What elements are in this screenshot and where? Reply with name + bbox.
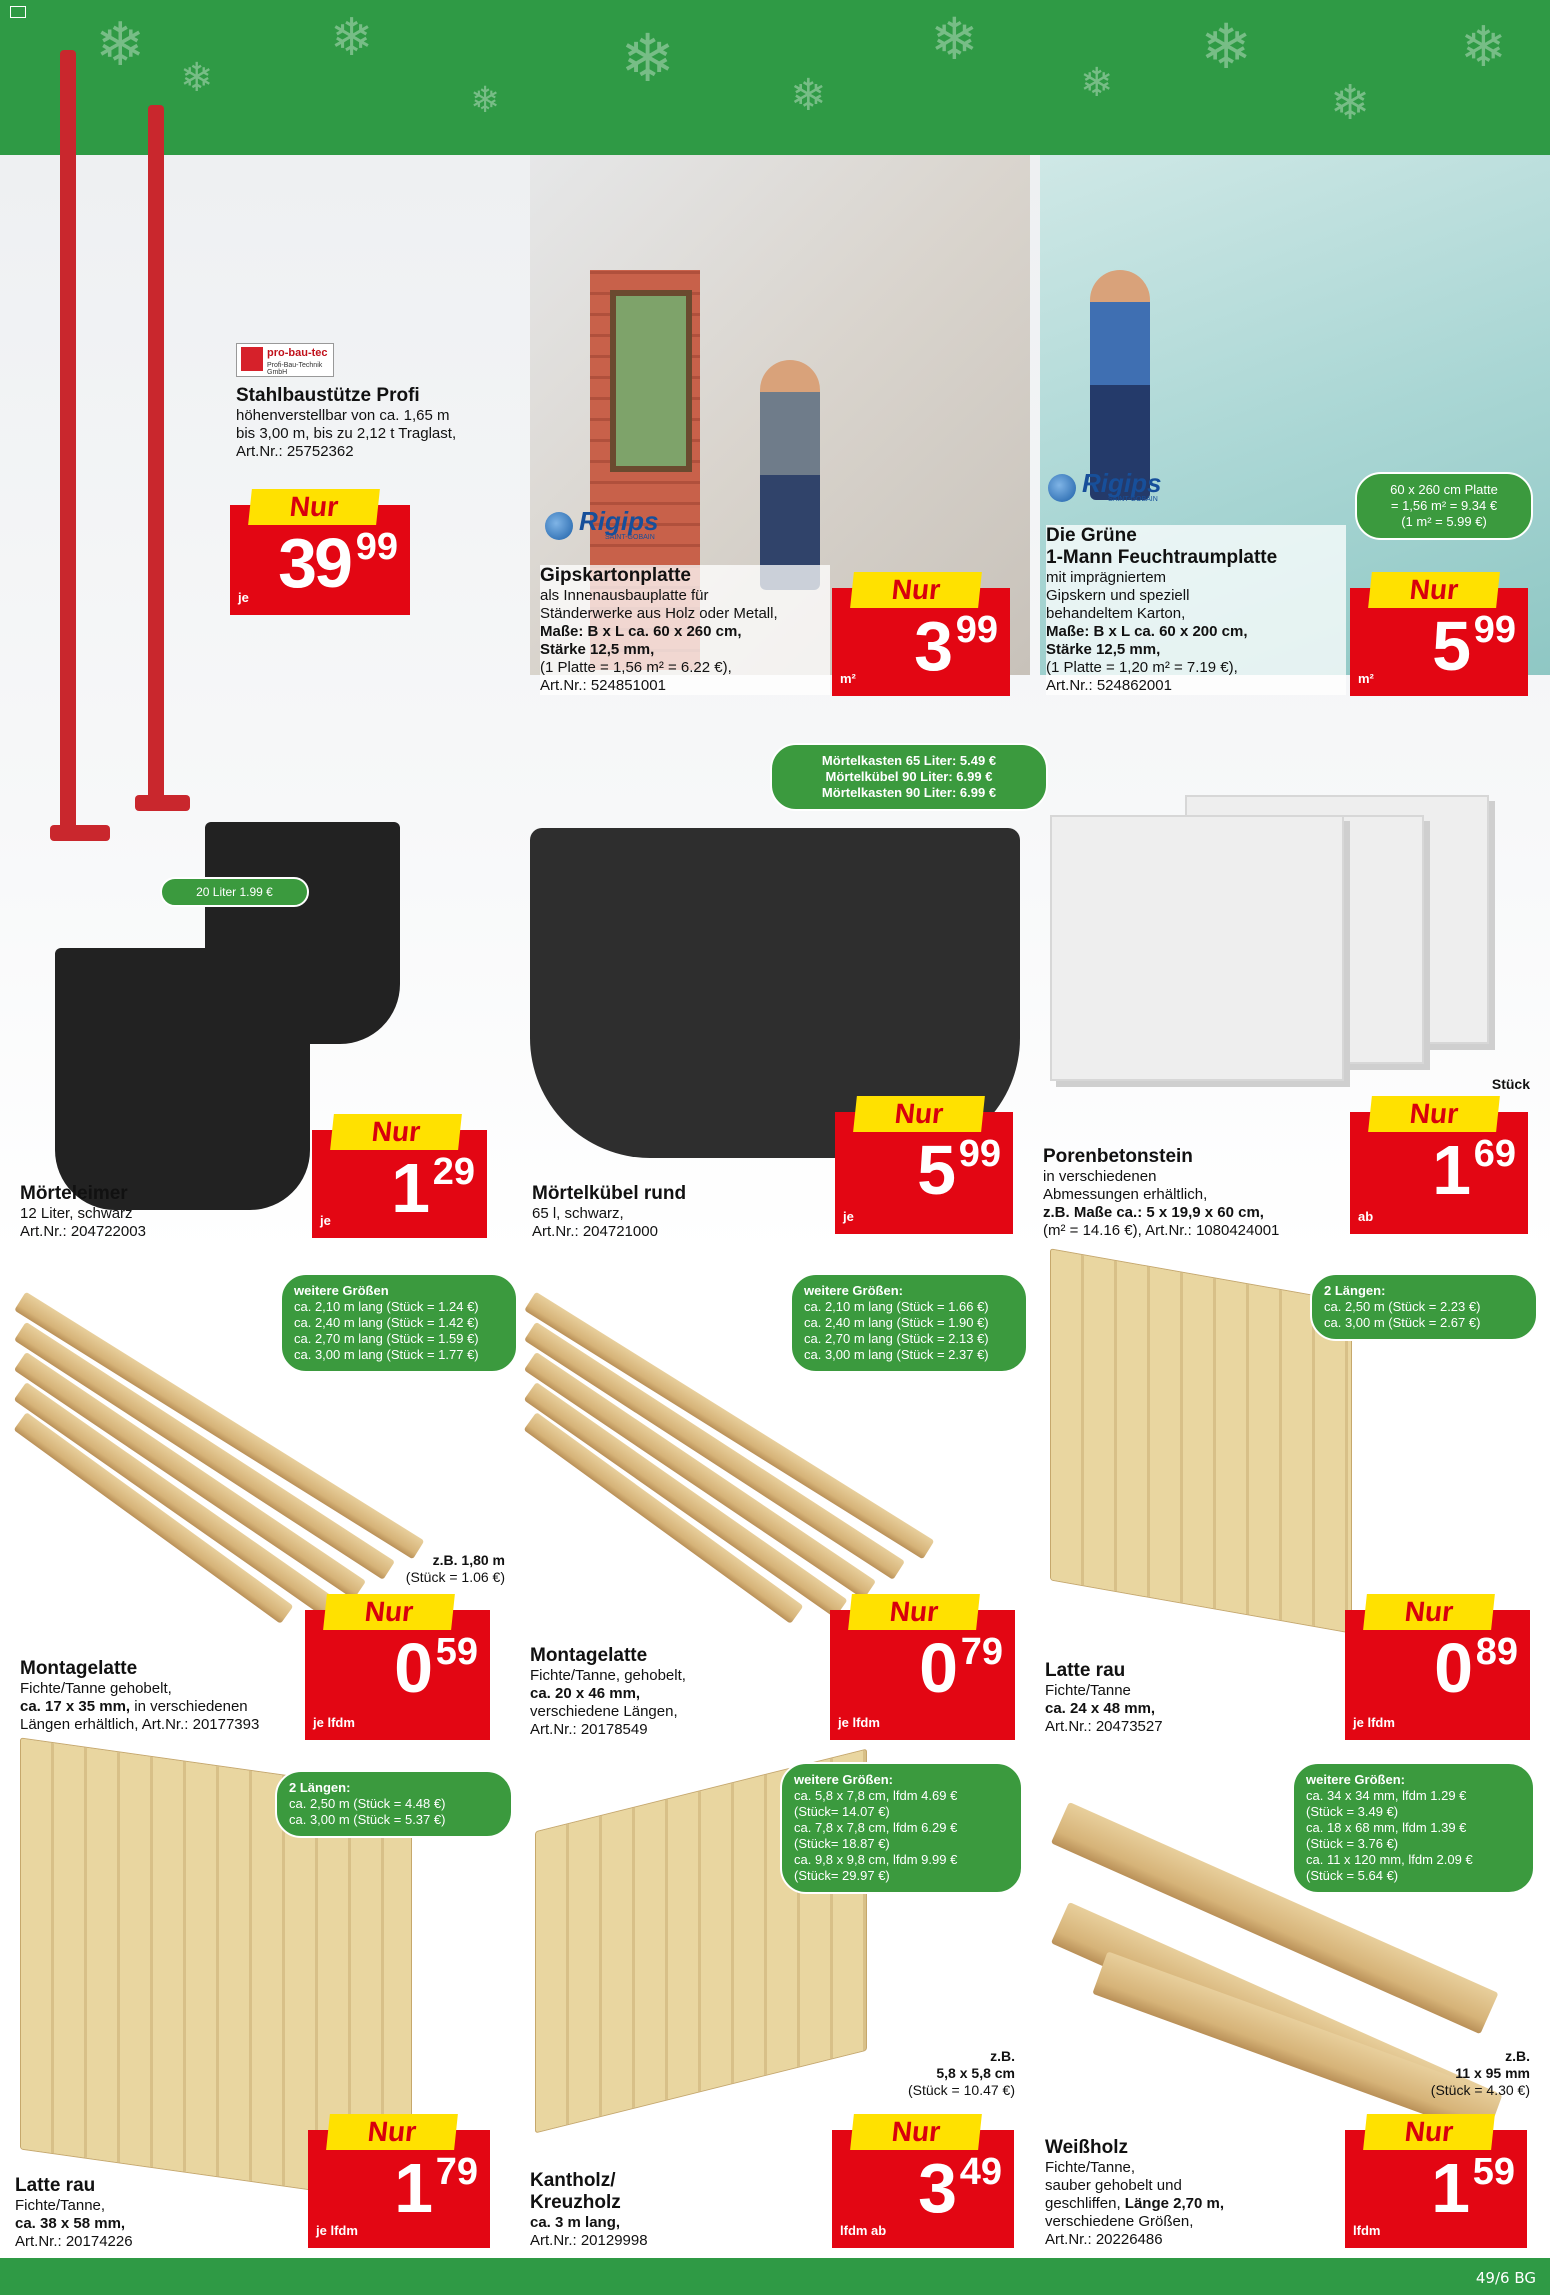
price-tag (835, 1098, 1013, 1234)
moertelkuebel-text (532, 1183, 812, 1241)
bubble-head: weitere Größen: (804, 1283, 903, 1298)
latterau2-text (15, 2175, 295, 2251)
product-line: in verschiedenen (130, 1698, 248, 1715)
nur-label: Nur (1368, 572, 1500, 608)
product-line: Fichte/Tanne, (1045, 2159, 1136, 2176)
footer-bar (0, 2258, 1550, 2295)
brand-sub: Profi-Bau-Technik GmbH (267, 362, 323, 376)
product-line: Art.Nr.: 204721000 (532, 1223, 658, 1240)
sizes-bubble (275, 1770, 513, 1838)
product-line: ca. 3 m lang, (530, 2214, 621, 2231)
bubble-line: (Stück = 3.76 €) (1306, 1836, 1399, 1851)
sizes-bubble (780, 1762, 1023, 1894)
product-title: 1-Mann Feuchtraumplatte (1046, 547, 1278, 568)
brand-sub: SAINT-GOBAIN (1108, 496, 1158, 503)
nur-label: Nur (248, 489, 380, 525)
worker-figure (1090, 270, 1150, 500)
product-line: Abmessungen erhältlich, (1043, 1186, 1208, 1203)
nur-label: Nur (1363, 2114, 1495, 2150)
product-line: Art.Nr.: 524851001 (540, 677, 666, 694)
price-euros: 1 (394, 2149, 430, 2227)
stahlbaustuetze-text (236, 385, 536, 461)
brand-sub: SAINT-GOBAIN (605, 534, 655, 541)
price-unit: ab (1358, 1209, 1374, 1224)
product-title: Porenbetonstein (1043, 1146, 1193, 1167)
bucket-image (55, 948, 310, 1210)
rough-lath-stack (1050, 1248, 1352, 1633)
product-line: Fichte/Tanne, gehobelt, (530, 1667, 686, 1684)
bubble-line: (1 m² = 5.99 €) (1401, 514, 1487, 529)
price-bubble (1355, 472, 1533, 540)
product-line: z.B. Maße ca.: 5 x 19,9 x 60 cm, (1043, 1204, 1264, 1221)
product-line: ca. 38 x 58 mm, (15, 2215, 126, 2232)
steel-prop (148, 105, 164, 805)
price-euros: 3 (914, 607, 950, 685)
snowflake-icon: ❄ (95, 10, 146, 80)
product-title: Kantholz/ (530, 2170, 616, 2191)
price-tag (1345, 1596, 1530, 1740)
product-line: behandeltem Karton, (1046, 605, 1186, 622)
bubble-line: Mörtelkasten 90 Liter: 6.99 € (821, 785, 997, 800)
worker-figure (760, 360, 820, 590)
price-unit: je (238, 590, 249, 605)
price-bubble (770, 743, 1048, 811)
product-title: Die Grüne (1046, 525, 1137, 546)
product-line: verschiedene Größen, (1045, 2213, 1194, 2230)
bubble-line: ca. 11 x 120 mm, lfdm 2.09 € (1306, 1852, 1473, 1867)
steel-prop (60, 50, 76, 840)
bubble-line: ca. 2,70 m lang (Stück = 1.59 €) (294, 1331, 479, 1346)
flag-icon (10, 6, 26, 18)
price-cents: 79 (960, 1631, 1003, 1673)
brand-name: pro-bau-tec (267, 347, 328, 359)
product-line: in verschiedenen (1043, 1168, 1157, 1185)
price-bubble (160, 877, 309, 907)
bubble-line: ca. 2,40 m lang (Stück = 1.90 €) (804, 1315, 989, 1330)
price-cents: 99 (355, 526, 398, 568)
bubble-line: ca. 34 x 34 mm, lfdm 1.29 € (1306, 1788, 1467, 1803)
rigips-logo (1048, 470, 1176, 506)
note-line: 5,8 x 5,8 cm (936, 2065, 1015, 2081)
product-line: Art.Nr.: 20473527 (1045, 1718, 1163, 1735)
product-title: Mörteleimer (20, 1183, 128, 1204)
sizes-bubble (1292, 1762, 1535, 1894)
product-line: Fichte/Tanne gehobelt, (20, 1680, 172, 1697)
product-line: als Innenausbauplatte für (540, 587, 709, 604)
product-line: (1 Platte = 1,20 m² = 7.19 €), (1046, 659, 1238, 676)
bubble-head: 2 Längen: (289, 1780, 351, 1795)
kantholz-text (530, 2170, 810, 2250)
price-euros: 0 (919, 1629, 955, 1707)
bubble-line: ca. 2,40 m lang (Stück = 1.42 €) (294, 1315, 479, 1330)
note-line: 11 x 95 mm (1455, 2065, 1530, 2081)
price-tag (312, 1116, 487, 1238)
bubble-line: ca. 18 x 68 mm, lfdm 1.39 € (1306, 1820, 1467, 1835)
snowflake-icon: ❄ (1460, 15, 1507, 80)
bubble-head: weitere Größen: (1306, 1772, 1405, 1787)
sizes-bubble (280, 1273, 518, 1373)
snowflake-icon: ❄ (1330, 75, 1371, 131)
product-line: höhenverstellbar von ca. 1,65 m (236, 407, 450, 424)
nur-label: Nur (853, 1096, 985, 1132)
product-line: Maße: B x L ca. 60 x 200 cm, (1046, 623, 1248, 640)
product-line: Art.Nr.: 20174226 (15, 2233, 133, 2250)
bubble-line: (Stück= 18.87 €) (794, 1836, 890, 1851)
product-line: Art.Nr.: 204722003 (20, 1223, 146, 1240)
note-line: z.B. 1,80 m (432, 1552, 505, 1568)
product-line: geschliffen, (1045, 2195, 1125, 2212)
bubble-line: ca. 3,00 m (Stück = 2.67 €) (1324, 1315, 1481, 1330)
product-line: Stärke 12,5 mm, (1046, 641, 1161, 658)
bubble-line: ca. 5,8 x 7,8 cm, lfdm 4.69 € (794, 1788, 958, 1803)
product-line: Längen erhältlich, Art.Nr.: 20177393 (20, 1716, 260, 1733)
product-title: Kreuzholz (530, 2192, 621, 2213)
snowflake-icon: ❄ (620, 20, 676, 97)
nur-label: Nur (330, 1114, 462, 1150)
price-euros: 5 (1432, 607, 1468, 685)
price-unit: m² (1358, 671, 1374, 686)
price-cents: 29 (432, 1151, 475, 1193)
bubble-line: Mörtelkübel 90 Liter: 6.99 € (825, 769, 993, 784)
aerated-block (1050, 815, 1344, 1081)
note-line: z.B. (990, 2048, 1015, 2064)
price-cents: 89 (1475, 1631, 1518, 1673)
price-tag (1345, 2116, 1527, 2248)
product-line: Stärke 12,5 mm, (540, 641, 655, 658)
window (610, 290, 692, 472)
snowflake-icon: ❄ (470, 80, 501, 121)
product-title: Montagelatte (530, 1645, 648, 1666)
snowflake-icon: ❄ (790, 70, 827, 121)
bubble-line: ca. 3,00 m (Stück = 5.37 €) (289, 1812, 446, 1827)
snowflake-icon: ❄ (1080, 60, 1114, 106)
nur-label: Nur (848, 1594, 980, 1630)
bubble-head: 2 Längen: (1324, 1283, 1386, 1298)
price-tag (1350, 1098, 1528, 1234)
product-line: Art.Nr.: 524862001 (1046, 677, 1172, 694)
price-unit: lfdm ab (840, 2223, 887, 2238)
latterau1-text (1045, 1660, 1325, 1736)
product-line: 12 Liter, schwarz (20, 1205, 133, 1222)
note-line: (Stück = 4.30 €) (1430, 2082, 1530, 2098)
price-tag (308, 2116, 490, 2248)
product-title: Montagelatte (20, 1658, 138, 1679)
product-line: (m² = 14.16 €), Art.Nr.: 1080424001 (1043, 1222, 1280, 1239)
bubble-line: Mörtelkasten 65 Liter: 5.49 € (821, 753, 997, 768)
price-tag (832, 2116, 1014, 2248)
bubble-line: ca. 3,00 m lang (Stück = 1.77 €) (294, 1347, 479, 1362)
bubble-line: 20 Liter 1.99 € (196, 885, 273, 899)
price-unit: je (320, 1213, 331, 1228)
page-code: 49/6 BG (1475, 2269, 1536, 2287)
price-cents: 99 (1473, 609, 1516, 651)
bubble-line: (Stück= 14.07 €) (794, 1804, 890, 1819)
product-line: Art.Nr.: 25752362 (236, 443, 354, 460)
price-unit: je lfdm (313, 1715, 355, 1730)
bubble-line: ca. 2,70 m lang (Stück = 2.13 €) (804, 1331, 989, 1346)
christmas-banner (0, 0, 1550, 155)
brand-name: Rigips (1082, 468, 1162, 498)
product-line: Gipskern und speziell (1046, 587, 1190, 604)
nur-label: Nur (1363, 1594, 1495, 1630)
sizes-bubble (790, 1273, 1028, 1373)
steel-prop-base (50, 825, 110, 841)
price-unit: lfdm (1353, 2223, 1381, 2238)
bubble-head: weitere Größen: (794, 1772, 893, 1787)
product-line: Fichte/Tanne, (15, 2197, 106, 2214)
snowflake-icon: ❄ (1200, 10, 1252, 83)
pro-bau-tec-logo (236, 343, 334, 377)
product-line: mit imprägniertem (1046, 569, 1167, 586)
gipskarton-text (540, 565, 830, 695)
product-line: ca. 20 x 46 mm, (530, 1685, 641, 1702)
price-tag (305, 1596, 490, 1740)
product-line: verschiedene Längen, (530, 1703, 678, 1720)
globe-icon (1048, 474, 1076, 502)
product-title: Latte rau (1045, 1660, 1126, 1681)
price-cents: 59 (435, 1631, 478, 1673)
product-line: (1 Platte = 1,56 m² = 6.22 €), (540, 659, 732, 676)
product-line: 65 l, schwarz, (532, 1205, 624, 1222)
price-euros: 39 (278, 524, 350, 602)
product-title: Weißholz (1045, 2137, 1129, 2158)
price-tag (832, 574, 1010, 696)
snowflake-icon: ❄ (930, 5, 979, 73)
product-line: Art.Nr.: 20178549 (530, 1721, 648, 1738)
price-cents: 59 (1472, 2151, 1515, 2193)
product-line: Länge 2,70 m, (1124, 2195, 1224, 2212)
bubble-line: ca. 2,50 m (Stück = 4.48 €) (289, 1796, 446, 1811)
price-euros: 5 (917, 1131, 953, 1209)
bubble-line: ca. 7,8 x 7,8 cm, lfdm 6.29 € (794, 1820, 958, 1835)
bubble-line: ca. 2,10 m lang (Stück = 1.24 €) (294, 1299, 479, 1314)
nur-label: Nur (1368, 1096, 1500, 1132)
price-unit: je lfdm (838, 1715, 880, 1730)
price-tag (230, 491, 410, 615)
check-icon (241, 347, 263, 371)
product-title: Gipskartonplatte (540, 565, 691, 586)
nur-label: Nur (326, 2114, 458, 2150)
example-note (1345, 2048, 1530, 2099)
weissholz-text (1045, 2137, 1330, 2249)
porenbeton-text (1043, 1146, 1343, 1240)
price-tag (830, 1596, 1015, 1740)
montagelatte1-text (20, 1658, 300, 1734)
product-line: Ständerwerke aus Holz oder Metall, (540, 605, 778, 622)
bubble-line: (Stück= 29.97 €) (794, 1868, 890, 1883)
unit-note (1430, 1076, 1530, 1093)
rigips-logo (545, 508, 673, 544)
price-cents: 49 (959, 2151, 1002, 2193)
bubble-line: ca. 2,50 m (Stück = 2.23 €) (1324, 1299, 1481, 1314)
nur-label: Nur (850, 572, 982, 608)
product-title: Latte rau (15, 2175, 96, 2196)
price-euros: 3 (918, 2149, 954, 2227)
price-euros: 1 (1431, 2149, 1467, 2227)
brand-name: Rigips (579, 506, 659, 536)
bubble-head: weitere Größen (294, 1283, 389, 1298)
price-cents: 99 (958, 1133, 1001, 1175)
note-line: Stück (1491, 1076, 1530, 1092)
price-cents: 79 (435, 2151, 478, 2193)
globe-icon (545, 512, 573, 540)
montagelatte2-text (530, 1645, 810, 1739)
price-euros: 1 (391, 1149, 427, 1227)
bubble-line: = 1,56 m² = 9.34 € (1390, 498, 1498, 513)
product-line: Art.Nr.: 20226486 (1045, 2231, 1163, 2248)
snowflake-icon: ❄ (180, 55, 214, 101)
product-line: Fichte/Tanne (1045, 1682, 1131, 1699)
example-note (835, 2048, 1015, 2099)
example-note (330, 1552, 505, 1586)
bubble-line: (Stück = 5.64 €) (1306, 1868, 1399, 1883)
nur-label: Nur (323, 1594, 455, 1630)
steel-prop-base (135, 795, 190, 811)
price-tag (1350, 574, 1528, 696)
price-unit: je (843, 1209, 854, 1224)
bubble-line: ca. 3,00 m lang (Stück = 2.37 €) (804, 1347, 989, 1362)
moerteleimer-text (20, 1183, 300, 1241)
bubble-line: ca. 2,10 m lang (Stück = 1.66 €) (804, 1299, 989, 1314)
note-line: (Stück = 1.06 €) (405, 1569, 505, 1585)
snowflake-icon: ❄ (330, 8, 374, 68)
price-euros: 1 (1432, 1131, 1468, 1209)
product-title: Mörtelkübel rund (532, 1183, 687, 1204)
price-euros: 0 (394, 1629, 430, 1707)
note-line: (Stück = 10.47 €) (907, 2082, 1015, 2098)
note-line: z.B. (1505, 2048, 1530, 2064)
bubble-line: (Stück = 3.49 €) (1306, 1804, 1399, 1819)
sizes-bubble (1310, 1273, 1538, 1341)
price-cents: 99 (955, 609, 998, 651)
price-unit: je lfdm (316, 2223, 358, 2238)
price-cents: 69 (1473, 1133, 1516, 1175)
nur-label: Nur (850, 2114, 982, 2150)
price-unit: je lfdm (1353, 1715, 1395, 1730)
bubble-line: ca. 9,8 x 9,8 cm, lfdm 9.99 € (794, 1852, 958, 1867)
price-euros: 0 (1434, 1629, 1470, 1707)
product-title: Stahlbaustütze Profi (236, 385, 420, 406)
feuchtraum-text (1046, 525, 1346, 695)
product-line: Art.Nr.: 20129998 (530, 2232, 648, 2249)
product-line: bis 3,00 m, bis zu 2,12 t Traglast, (236, 425, 457, 442)
product-line: ca. 17 x 35 mm, (20, 1698, 131, 1715)
bubble-line: 60 x 260 cm Platte (1390, 482, 1498, 497)
product-line: Maße: B x L ca. 60 x 260 cm, (540, 623, 742, 640)
product-line: ca. 24 x 48 mm, (1045, 1700, 1156, 1717)
product-line: sauber gehobelt und (1045, 2177, 1182, 2194)
price-unit: m² (840, 671, 856, 686)
